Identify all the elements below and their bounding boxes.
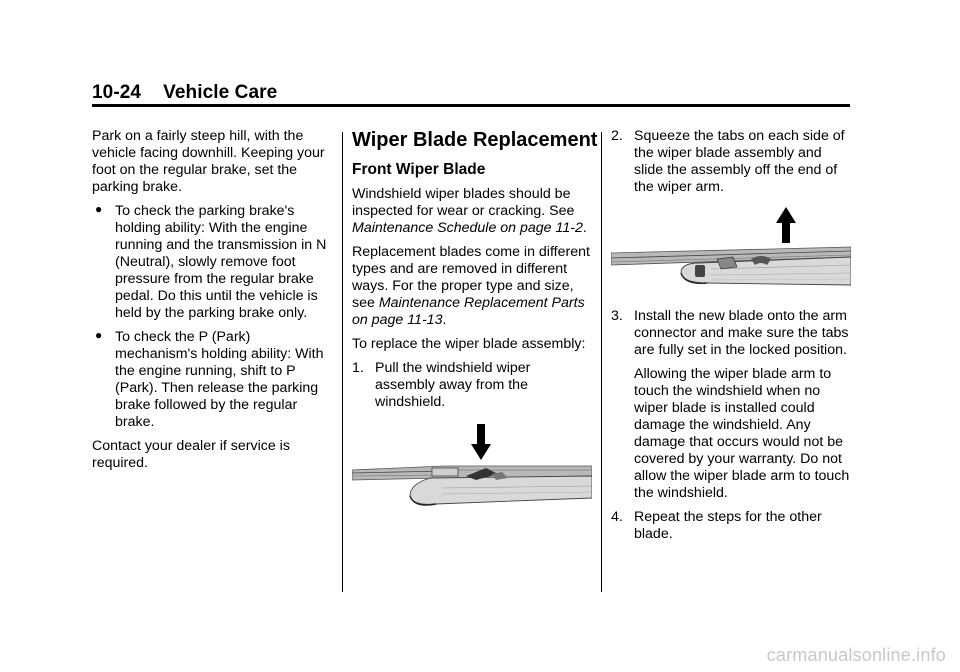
step-number: 3. [611, 308, 623, 324]
inspection-end: . [582, 220, 587, 236]
page-number: 10-24 [92, 82, 142, 103]
intro-paragraph: Park on a fairly steep hill, with the vehicle facing downhill. Keeping your foot on the regular brake, set the parking brake. [92, 128, 325, 195]
step-1 [352, 360, 592, 411]
step-3 [611, 308, 851, 359]
inspection-paragraph [352, 186, 592, 237]
page-header [92, 82, 277, 104]
bullet-text: To check the P (Park) mechanism's holding ability: With the engine running, shift to P (Park). Then release the parking brake followed by the regular brake. [115, 329, 324, 430]
step-number: 2. [611, 128, 623, 144]
closing-paragraph: Contact your dealer if service is required. [92, 438, 290, 471]
down-arrow-icon [471, 424, 491, 460]
bullet-text: To check the parking brake's holding ability: With the engine running and the transmission in N (Neutral), slowly remove foot pressure from the regular brake pedal. Do this until the vehicle is held by the parking brake only. [115, 203, 327, 321]
section-heading: Wiper Blade Replacement [352, 129, 598, 151]
step-4 [611, 509, 851, 543]
column-divider-1 [342, 132, 343, 592]
bullet-icon: ● [95, 202, 103, 216]
step-number: 1. [352, 360, 364, 376]
column-1 [92, 128, 332, 479]
section-title: Vehicle Care [163, 82, 278, 103]
header-rule [92, 104, 850, 107]
step-text: Pull the windshield wiper assembly away from the windshield. [375, 360, 531, 410]
column-2 [352, 128, 598, 533]
column-divider-2 [601, 132, 602, 592]
bullet-icon: ● [95, 328, 103, 342]
wiper-slide-illustration [611, 203, 851, 308]
step-text: Squeeze the tabs on each side of the wiper blade assembly and slide the assembly off the end of the wiper arm. [634, 128, 845, 195]
replacement-end: . [442, 312, 447, 328]
column-3 [611, 128, 851, 550]
maintenance-schedule-link[interactable]: Maintenance Schedule on page 11-2 [352, 220, 583, 236]
bullet-item [92, 203, 332, 322]
bullet-item [92, 329, 332, 431]
replacement-text: Replacement blades come in different types and are removed in different ways. For the proper type and size, see [352, 244, 590, 311]
caution-note: Allowing the wiper blade arm to touch the windshield when no wiper blade is installed could damage the windshield. Any damage that occurs would not be covered by your warranty. Do not allow the wiper blade arm to touch the windshield. [634, 366, 850, 501]
replacement-paragraph [352, 244, 592, 329]
up-arrow-icon [776, 207, 796, 243]
replacement-parts-link[interactable]: Maintenance Replacement Parts on page 11-13 [352, 295, 585, 328]
step-number: 4. [611, 509, 623, 525]
procedure-intro: To replace the wiper blade assembly: [352, 336, 586, 352]
subsection-heading: Front Wiper Blade [352, 161, 486, 178]
step-text: Install the new blade onto the arm connector and make sure the tabs are fully set in the locked position. [634, 308, 849, 358]
step-text: Repeat the steps for the other blade. [634, 509, 822, 542]
step-2 [611, 128, 851, 196]
inspection-text: Windshield wiper blades should be inspected for wear or cracking. See [352, 186, 575, 219]
watermark: carmanualsonline.info [766, 645, 946, 665]
wiper-pull-illustration [352, 418, 592, 533]
